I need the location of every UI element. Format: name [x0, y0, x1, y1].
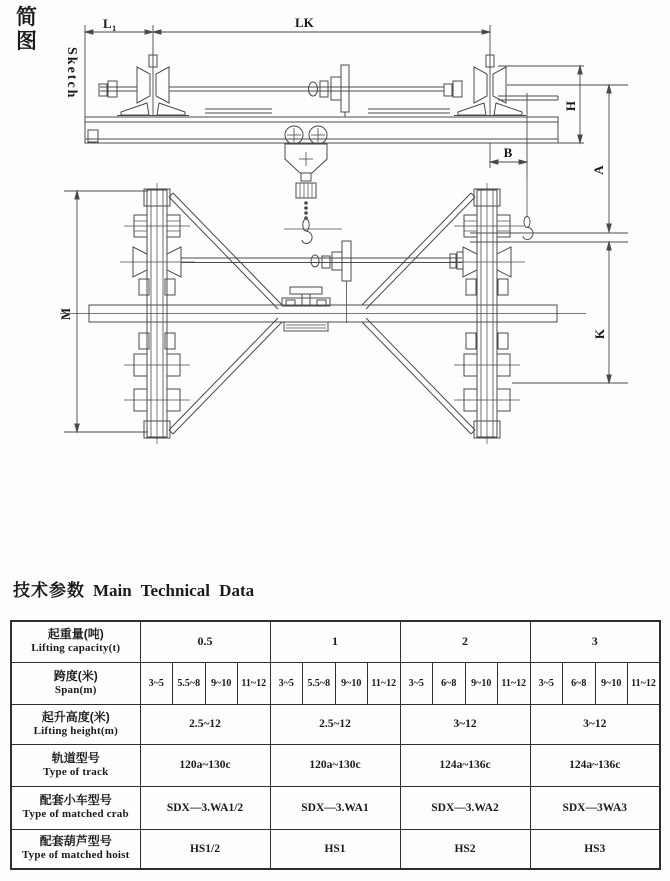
- capacity-value-cell: 3: [530, 621, 660, 662]
- handwheel-icon: [290, 287, 322, 294]
- row-header-matched-hoist: 配套葫芦型号 Type of matched hoist: [11, 829, 140, 869]
- dim-label-l1: L: [103, 16, 112, 31]
- elevation-view: [85, 15, 628, 243]
- height-value-cell: 3~12: [530, 704, 660, 744]
- dimension-m: [64, 191, 148, 432]
- span-value-cell: 9~10: [205, 662, 238, 704]
- sketch-label-en: Sketch: [64, 47, 79, 100]
- hoist-value-cell: HS2: [400, 829, 530, 869]
- span-value-cell: 9~10: [595, 662, 628, 704]
- dim-label-b: B: [503, 145, 513, 160]
- capacity-value-cell: 1: [270, 621, 400, 662]
- crab-value-cell: SDX—3.WA1: [270, 786, 400, 829]
- bridge-girder: [85, 96, 558, 143]
- span-value-cell: 11~12: [368, 662, 401, 704]
- span-value-cell: 6~8: [563, 662, 596, 704]
- left-end-carriage: [99, 55, 189, 116]
- crab-value-cell: SDX—3.WA2: [400, 786, 530, 829]
- row-lifting-height: [11, 704, 660, 744]
- row-header-track-type: 轨道型号 Type of track: [11, 744, 140, 786]
- crab-value-cell: SDX—3.WA1/2: [140, 786, 270, 829]
- hoist-trolley: [284, 126, 342, 243]
- dim-label-l1-sub: 1: [112, 23, 117, 33]
- technical-data-table: [10, 620, 661, 870]
- dim-label-m: M: [58, 307, 73, 321]
- row-span: [11, 662, 660, 704]
- plan-view: [58, 183, 628, 444]
- dim-label-a: A: [591, 165, 606, 175]
- height-value-cell: 2.5~12: [140, 704, 270, 744]
- track-value-cell: 120a~130c: [270, 744, 400, 786]
- row-header-matched-crab: 配套小车型号 Type of matched crab: [11, 786, 140, 829]
- capacity-value-cell: 0.5: [140, 621, 270, 662]
- table-title-cn: 技术参数: [13, 581, 85, 600]
- span-value-cell: 3~5: [270, 662, 303, 704]
- span-value-cell: 11~12: [498, 662, 531, 704]
- track-value-cell: 124a~136c: [400, 744, 530, 786]
- span-value-cell: 9~10: [465, 662, 498, 704]
- raised-hook-icon: [524, 217, 530, 228]
- row-matched-crab: [11, 786, 660, 829]
- track-value-cell: 120a~130c: [140, 744, 270, 786]
- sketch-label-cn: 简图: [16, 6, 37, 53]
- row-lifting-capacity: [11, 621, 660, 662]
- dim-label-k: K: [592, 328, 607, 340]
- span-value-cell: 5.5~8: [303, 662, 336, 704]
- row-matched-hoist: [11, 829, 660, 869]
- row-header-lifting-height: 起升高度(米) Lifting height(m): [11, 704, 140, 744]
- row-track-type: [11, 744, 660, 786]
- span-value-cell: 3~5: [140, 662, 173, 704]
- hoist-value-cell: HS3: [530, 829, 660, 869]
- span-value-cell: 11~12: [238, 662, 271, 704]
- table-title: [13, 576, 254, 601]
- height-value-cell: 3~12: [400, 704, 530, 744]
- dimension-a: [470, 85, 628, 242]
- span-value-cell: 11~12: [628, 662, 661, 704]
- span-value-cell: 5.5~8: [173, 662, 206, 704]
- hoist-value-cell: HS1/2: [140, 829, 270, 869]
- capacity-value-cell: 2: [400, 621, 530, 662]
- span-value-cell: 6~8: [433, 662, 466, 704]
- table-title-en: Main Technical Data: [93, 581, 255, 600]
- dim-label-lk: LK: [295, 15, 314, 30]
- span-value-cell: 3~5: [530, 662, 563, 704]
- dimension-k: [512, 242, 628, 383]
- dim-label-h: H: [563, 100, 578, 112]
- track-value-cell: 124a~136c: [530, 744, 660, 786]
- hoist-value-cell: HS1: [270, 829, 400, 869]
- span-value-cell: 9~10: [335, 662, 368, 704]
- row-header-lifting-capacity: 起重量(吨) Lifting capacity(t): [11, 621, 140, 662]
- row-header-span: 跨度(米) Span(m): [11, 662, 140, 704]
- crab-value-cell: SDX—3WA3: [530, 786, 660, 829]
- height-value-cell: 2.5~12: [270, 704, 400, 744]
- span-value-cell: 3~5: [400, 662, 433, 704]
